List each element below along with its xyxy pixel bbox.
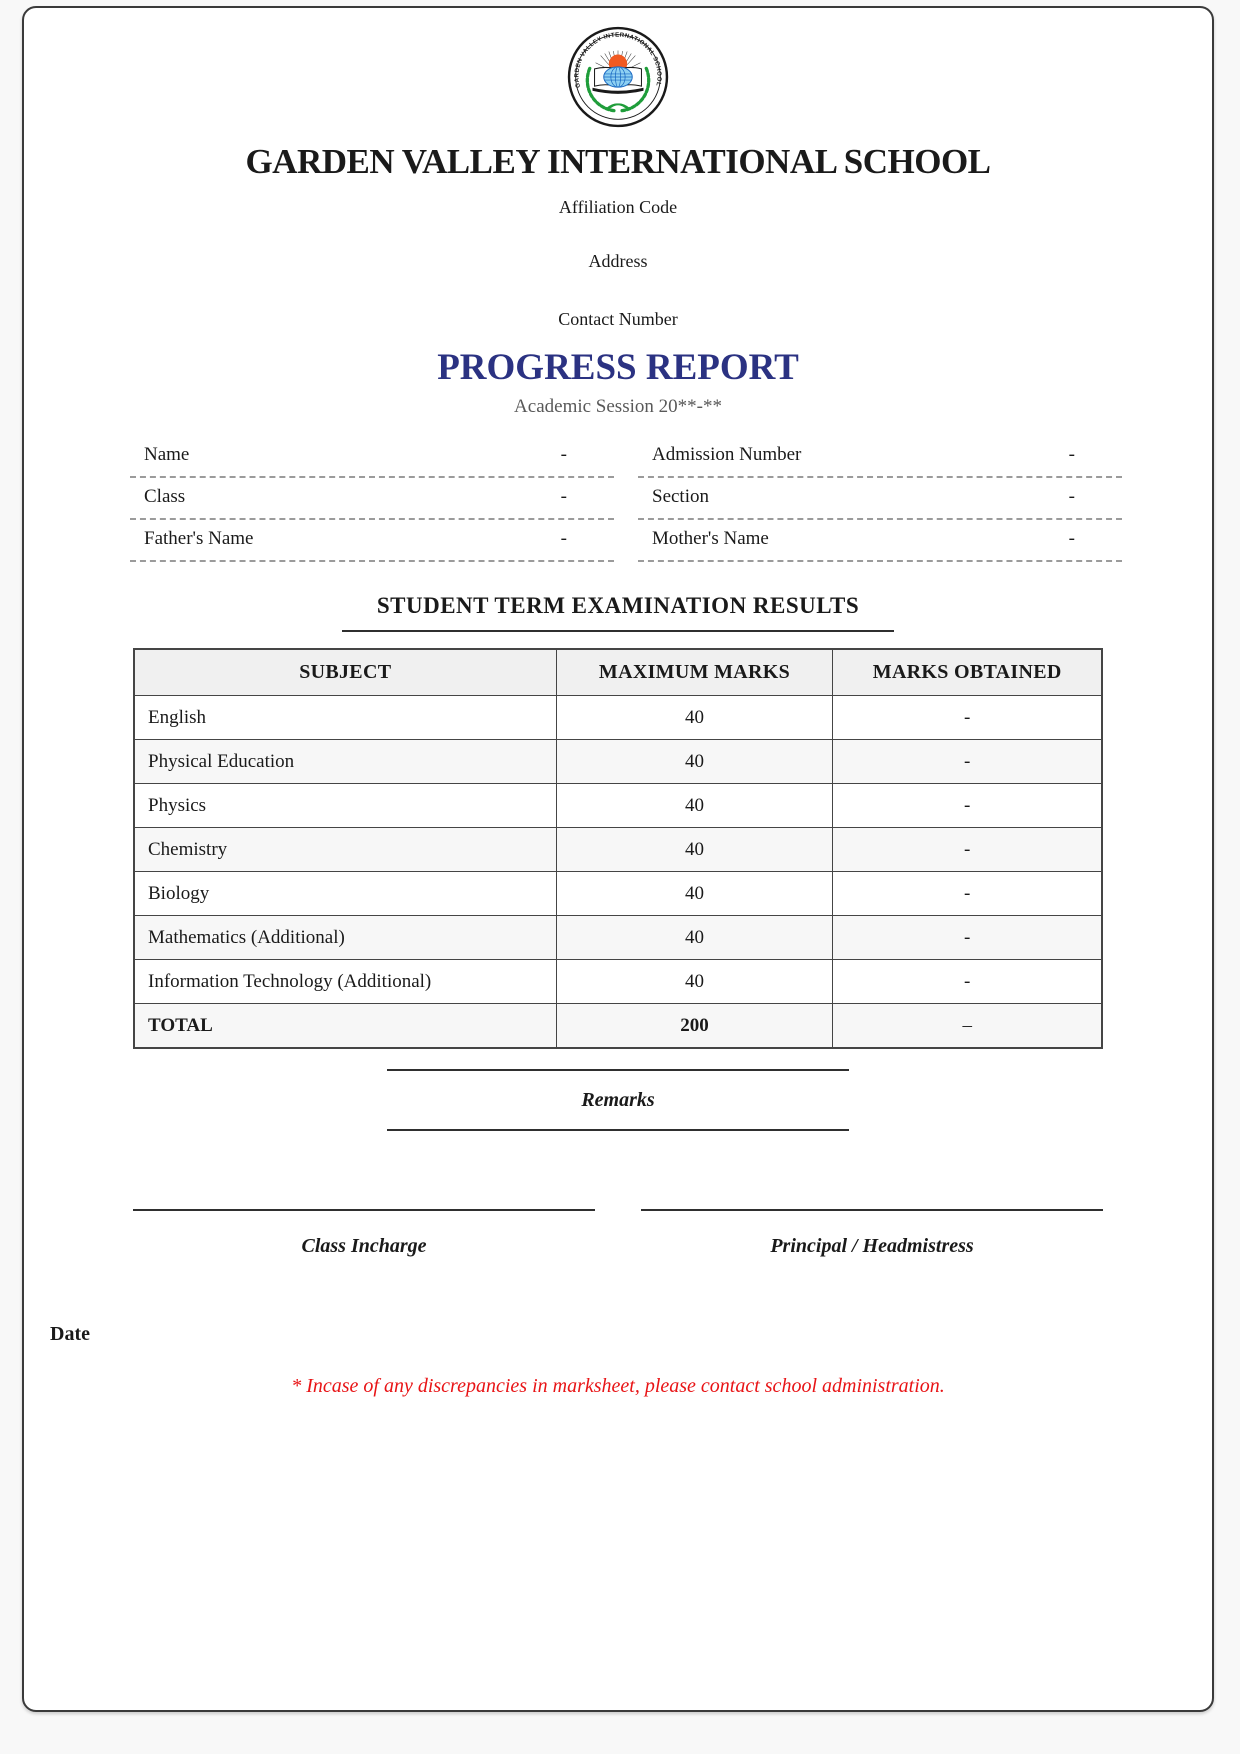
report-title: PROGRESS REPORT [437,347,799,388]
table-row [134,740,1102,784]
student-field [130,478,614,520]
remarks-label: Remarks [581,1089,655,1111]
marks-obtained-cell: - [833,872,1102,916]
field-label: Admission Number [652,444,802,465]
table-row [134,872,1102,916]
principal-label: Principal / Headmistress [770,1235,974,1257]
column-header: MARKS OBTAINED [833,649,1102,696]
results-heading: STUDENT TERM EXAMINATION RESULTS [376,593,860,618]
field-value: - [560,528,567,549]
student-fields [130,436,1122,562]
academic-session: Academic Session 20**-** [514,396,722,417]
marks-obtained-cell: - [833,784,1102,828]
subject-cell: Physics [134,784,556,828]
max-marks-cell: 40 [556,696,833,740]
field-label: Mother's Name [652,528,769,549]
signature-block [133,1209,1103,1259]
affiliation-code: Affiliation Code [558,197,678,217]
subject-cell: English [134,696,556,740]
field-value: - [1068,444,1075,465]
school-logo [24,26,1212,128]
table-row [134,916,1102,960]
marks-obtained-cell: - [833,960,1102,1004]
subject-cell: Biology [134,872,556,916]
contact-number: Contact Number [558,309,678,329]
table-row [134,784,1102,828]
school-logo-emblem [567,26,669,128]
remarks-rule-bottom [387,1129,849,1131]
column-header: MAXIMUM MARKS [556,649,833,696]
student-field [130,520,614,562]
svg-text:GARDEN VALLEY INTERNATIONAL SC: GARDEN VALLEY INTERNATIONAL SCHOOL [573,31,663,89]
field-value: - [1068,528,1075,549]
report-page [22,6,1214,1712]
school-address: Address [588,251,648,271]
results-table-body [134,696,1102,1049]
marks-obtained-cell: - [833,740,1102,784]
school-name: GARDEN VALLEY INTERNATIONAL SCHOOL [245,142,991,181]
subject-cell: Physical Education [134,740,556,784]
column-header: SUBJECT [134,649,556,696]
max-marks-cell: 200 [556,1004,833,1049]
table-row [134,696,1102,740]
max-marks-cell: 40 [556,784,833,828]
student-field [638,520,1122,562]
max-marks-cell: 40 [556,828,833,872]
marks-obtained-cell: - [833,696,1102,740]
results-heading-underline [342,630,894,632]
marks-obtained-cell: – [833,1004,1102,1049]
date-label: Date [50,1323,90,1345]
principal-signature-line [641,1209,1103,1211]
results-header-row [134,649,1102,696]
class-incharge-label: Class Incharge [301,1235,427,1257]
table-row [134,828,1102,872]
max-marks-cell: 40 [556,916,833,960]
subject-cell: Chemistry [134,828,556,872]
globe-icon [604,67,633,87]
class-incharge-signature-line [133,1209,595,1211]
student-field [638,436,1122,478]
discrepancy-footnote: * Incase of any discrepancies in marksheet, please contact school administration. [291,1375,945,1397]
table-row [134,960,1102,1004]
marks-obtained-cell: - [833,828,1102,872]
max-marks-cell: 40 [556,872,833,916]
principal-signature [641,1209,1103,1259]
marks-obtained-cell: - [833,916,1102,960]
field-value: - [560,486,567,507]
student-field [130,436,614,478]
field-label: Section [652,486,709,507]
student-field [638,478,1122,520]
total-row [134,1004,1102,1049]
field-label: Name [144,444,190,465]
subject-cell: TOTAL [134,1004,556,1049]
class-incharge-signature [133,1209,595,1259]
field-label: Class [144,486,186,507]
max-marks-cell: 40 [556,960,833,1004]
max-marks-cell: 40 [556,740,833,784]
field-value: - [1068,486,1075,507]
field-label: Father's Name [144,528,254,549]
field-value: - [560,444,567,465]
results-table [133,648,1103,1049]
subject-cell: Information Technology (Additional) [134,960,556,1004]
remarks-rule-top [387,1069,849,1071]
subject-cell: Mathematics (Additional) [134,916,556,960]
